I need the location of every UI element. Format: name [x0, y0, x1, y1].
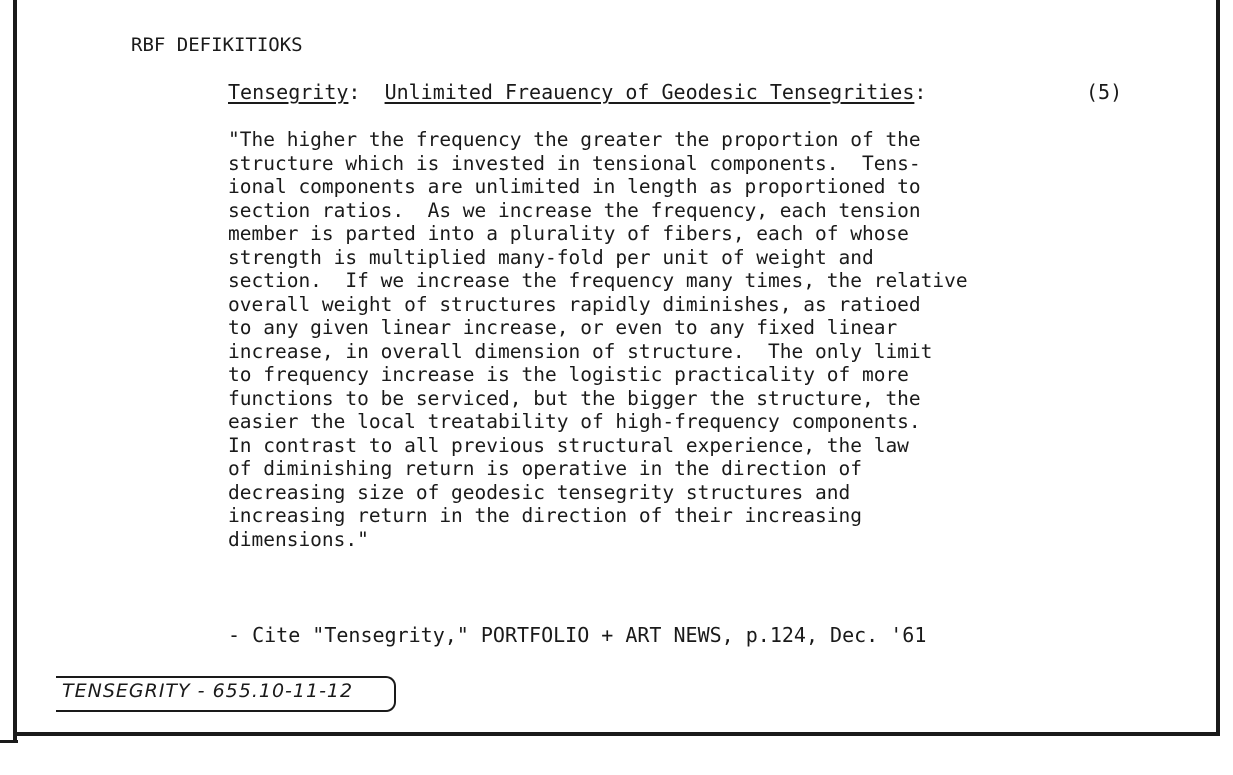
page-title: RBF DEFIKITIOKS — [131, 34, 303, 56]
quote-line: section ratios. As we increase the frequency, each tension — [228, 198, 921, 222]
quote-line: section. If we increase the frequency many times, the relative — [228, 269, 968, 292]
quote-line: dimensions." — [228, 527, 369, 551]
quote-line: to any given linear increase, or even to any fixed linear — [228, 316, 898, 339]
card-border-left — [13, 0, 17, 740]
quote-line: overall weight of structures rapidly diminishes, as ratioed — [228, 292, 921, 316]
quote-line: strength is multiplied many-fold per unit of weight and — [228, 245, 874, 269]
entry-heading — [228, 80, 926, 104]
entry-topic-colon: : — [348, 80, 361, 104]
quote-line: to frequency increase is the logistic practicality of more — [228, 363, 909, 386]
entry-topic: Tensegrity — [228, 80, 349, 104]
entry-subtopic: Unlimited Freauency of Geodesic Tensegrities — [384, 80, 915, 104]
quote-line: In contrast to all previous structural experience, the law — [228, 433, 909, 457]
quote-line: functions to be serviced, but the bigger the structure, the — [228, 386, 921, 410]
quote-line: easier the local treatability of high-frequency components. — [228, 410, 921, 433]
card-border-right — [1216, 0, 1220, 734]
card-border-bottom — [13, 732, 1220, 736]
quote-line: decreasing size of geodesic tensegrity structures and — [228, 480, 851, 504]
quote-line: of diminishing return is operative in the direction of — [228, 457, 862, 480]
quote-line: "The higher the frequency the greater the proportion of the — [228, 128, 921, 151]
entry-number: (5) — [1086, 80, 1123, 104]
quote-line: increase, in overall dimension of structure. The only limit — [228, 339, 933, 363]
handwritten-note: TENSEGRITY - 655.10-11-12 — [62, 680, 354, 702]
entry-subtopic-colon: : — [914, 80, 927, 104]
quote-line: structure which is invested in tensional components. Tens- — [228, 151, 921, 175]
card-border-bottom-extension — [0, 740, 18, 743]
citation: - Cite "Tensegrity," PORTFOLIO + ART NEWS, p.124, Dec. '61 — [228, 623, 927, 647]
quote-body — [228, 128, 1128, 551]
quote-line: increasing return in the direction of their increasing — [228, 504, 862, 527]
quote-line: member is parted into a plurality of fibers, each of whose — [228, 222, 909, 245]
quote-line: ional components are unlimited in length as proportioned to — [228, 175, 921, 198]
